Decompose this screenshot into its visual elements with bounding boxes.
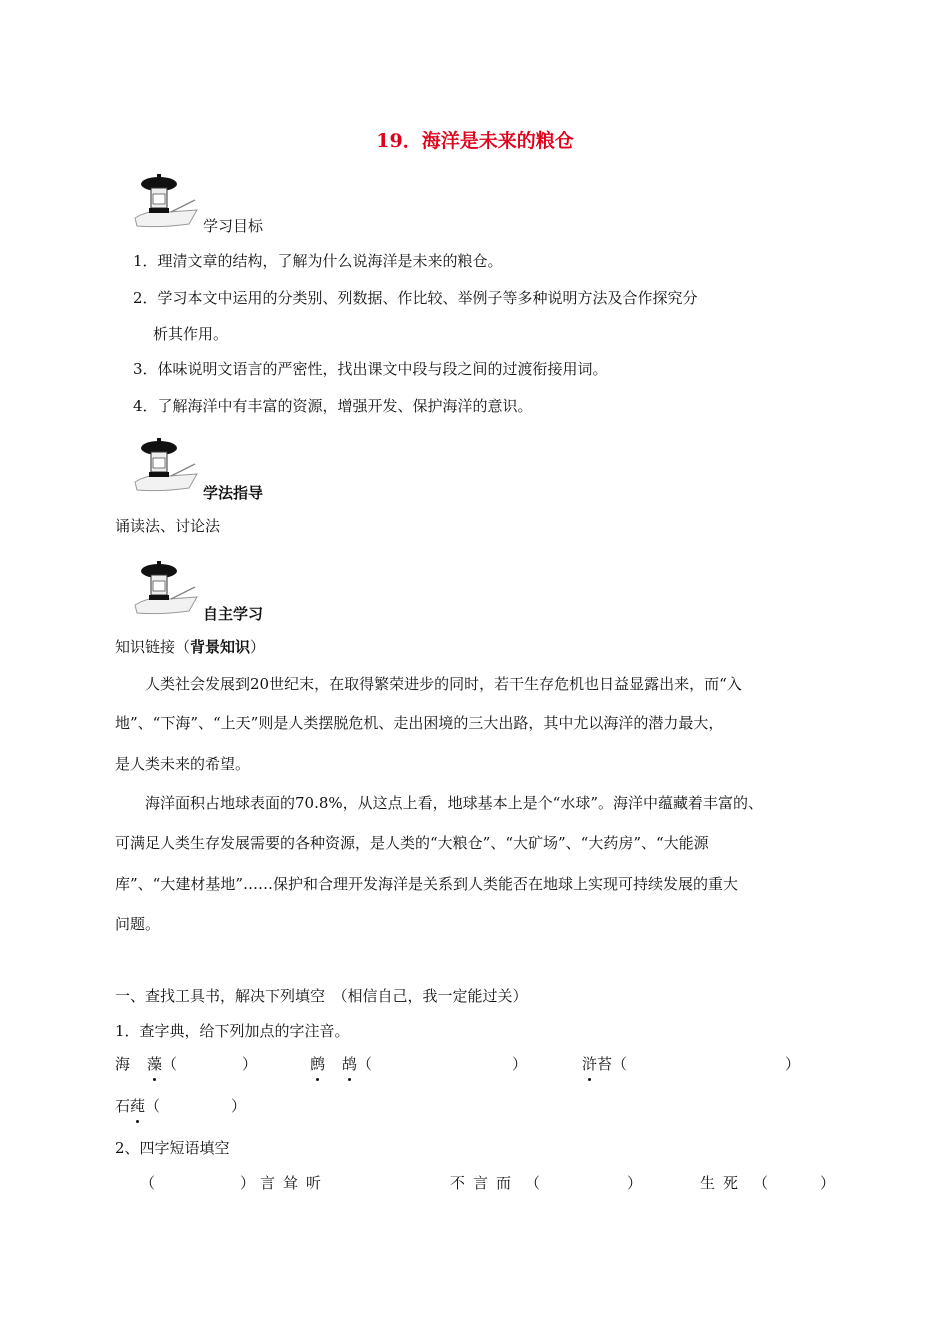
phrase-text: 言耸听	[260, 1174, 330, 1192]
method-text: 诵读法、讨论法	[115, 517, 221, 535]
answer-blank[interactable]: ）	[231, 1097, 247, 1115]
paragraph-line: 问题。	[115, 915, 161, 933]
background-label: 知识链接（背景知识）	[115, 638, 266, 656]
section-header-self-study: 自主学习	[203, 605, 264, 623]
word-item: 浒苔（	[582, 1055, 628, 1073]
page-title: 19．海洋是未来的粮仓	[376, 130, 574, 152]
answer-blank[interactable]: ）	[242, 1055, 258, 1073]
lamp-icon	[131, 555, 201, 617]
paragraph-line: 海洋面积占地球表面的70.8%，从这点上看，地球基本上是个“水球”。海洋中蕴藏着丰富的、	[145, 794, 763, 812]
goal-item: 1．理清文章的结构，了解为什么说海洋是未来的粮仓。	[133, 252, 503, 270]
phrase-text: 生死	[700, 1174, 747, 1192]
goal-item: 析其作用。	[153, 325, 229, 343]
goal-item: 3．体味说明文语言的严密性，找出课文中段与段之间的过渡衔接用词。	[133, 360, 608, 378]
section-header-method: 学法指导	[203, 484, 264, 502]
answer-blank[interactable]: ）	[512, 1055, 528, 1073]
answer-blank-open[interactable]: （	[753, 1174, 769, 1192]
goal-item: 4．了解海洋中有丰富的资源，增强开发、保护海洋的意识。	[133, 397, 533, 415]
word-item: 鹧 鸪（	[310, 1055, 373, 1073]
word-item: 石莼（	[115, 1097, 161, 1115]
answer-blank-close[interactable]: ）	[240, 1174, 256, 1192]
question-1: 1．查字典，给下列加点的字注音。	[115, 1022, 350, 1040]
paragraph-line: 地”、“下海”、“上天”则是人类摆脱危机、走出困境的三大出路，其中尤以海洋的潜力最大，	[115, 714, 724, 732]
word-item: 海 藻（	[115, 1055, 178, 1073]
paragraph-line: 可满足人类生存发展需要的各种资源，是人类的“大粮仓”、“大矿场”、“大药房”、“大能源	[115, 834, 709, 852]
exercise-heading: 一、查找工具书，解决下列填空 （相信自己，我一定能过关）	[115, 987, 528, 1005]
goal-item: 2．学习本文中运用的分类别、列数据、作比较、举例子等多种说明方法及合作探究分	[133, 289, 698, 307]
paragraph-line: 人类社会发展到20世纪末，在取得繁荣进步的同时，若干生存危机也日益显露出来，而“入	[145, 675, 742, 693]
answer-blank-open[interactable]: （	[525, 1174, 541, 1192]
paragraph-line: 库”、“大建材基地”……保护和合理开发海洋是关系到人类能否在地球上实现可持续发展的重大	[115, 875, 739, 893]
answer-blank-close[interactable]: ）	[627, 1174, 643, 1192]
question-2: 2、四字短语填空	[115, 1139, 230, 1157]
lamp-icon	[131, 432, 201, 494]
answer-blank-close[interactable]: ）	[820, 1174, 836, 1192]
section-header-goals: 学习目标	[203, 217, 264, 235]
lamp-icon	[131, 168, 201, 230]
answer-blank[interactable]: ）	[785, 1055, 801, 1073]
paragraph-line: 是人类未来的希望。	[115, 755, 251, 773]
phrase-text: 不言而	[450, 1174, 520, 1192]
answer-blank-open[interactable]: （	[140, 1174, 156, 1192]
